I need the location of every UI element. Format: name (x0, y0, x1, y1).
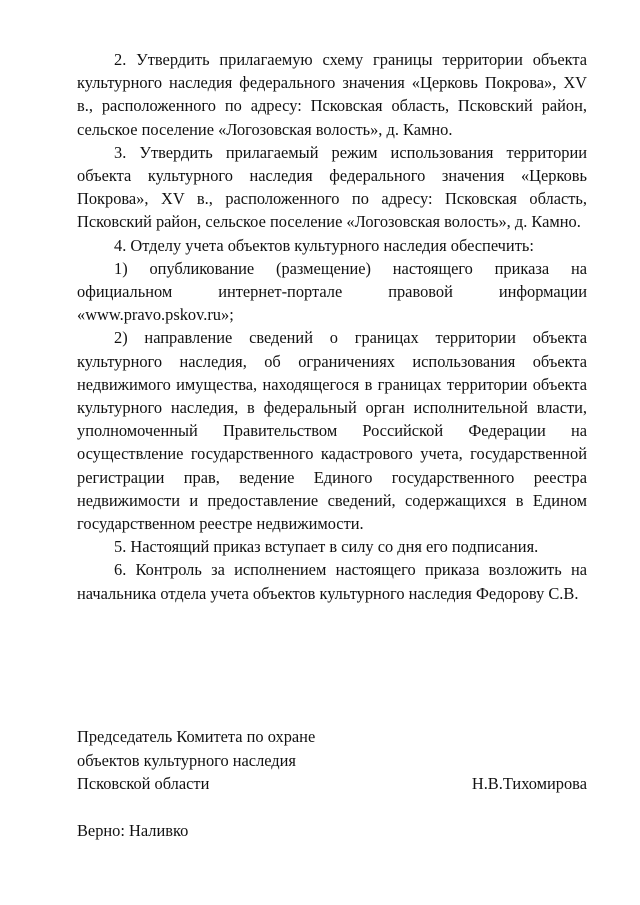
paragraph-control: 6. Контроль за исполнением настоящего приказа возложить на начальника отдела учета объектов культурного наследия Федорову С.В. (77, 560, 587, 603)
paragraph-duty-publication: 1) опубликование (размещение) настоящего приказа на официальном интернет-портале правовой информации «www.pravo.pskov.ru»; (77, 258, 587, 325)
signer-title-line: объектов культурного наследия (77, 750, 296, 770)
paragraph-department-duties: 4. Отделу учета объектов культурного наследия обеспечить: (114, 235, 534, 255)
paragraph-entry-into-force: 5. Настоящий приказ вступает в силу со дня его подписания. (114, 537, 539, 557)
signer-row (77, 772, 587, 796)
order-body (77, 48, 587, 605)
verification-note: Верно: Наливко (77, 821, 189, 840)
paragraph-approve-border-scheme: 2. Утвердить прилагаемую схему границы территории объекта культурного наследия федерального значения «Церковь Покрова», XV в., расположенного по адресу: Псковская область, Псковский район, сельское поселение «Логозовская волость», д. Камно. (77, 50, 587, 139)
paragraph-duty-send-information: 2) направление сведений о границах территории объекта культурного наследия, об ограничениях использования объекта недвижимого имущества, находящегося в границах территории объекта культурного наследия, в федеральный орган исполнительной власти, уполномоченный Правительством Российской Федерации на осуществление государственного кадастрового учета, государственной регистрации прав, ведение Единого государственного реестра недвижимости и предоставление сведений, содержащихся в Едином государственном реестре недвижимости. (77, 328, 587, 534)
signer-title-line: Председатель Комитета по охране (77, 727, 316, 746)
signature-block (77, 725, 587, 796)
signer-name: Н.В.Тихомирова (471, 774, 587, 793)
paragraph-approve-usage-regime: 3. Утвердить прилагаемый режим использования территории объекта культурного наследия федерального значения «Церковь Покрова», XV в., расположенного по адресу: Псковская область, Псковский район, сельское поселение «Логозовская волость», д. Камно. (77, 142, 587, 232)
signer-title-line: Псковской области (77, 774, 210, 793)
